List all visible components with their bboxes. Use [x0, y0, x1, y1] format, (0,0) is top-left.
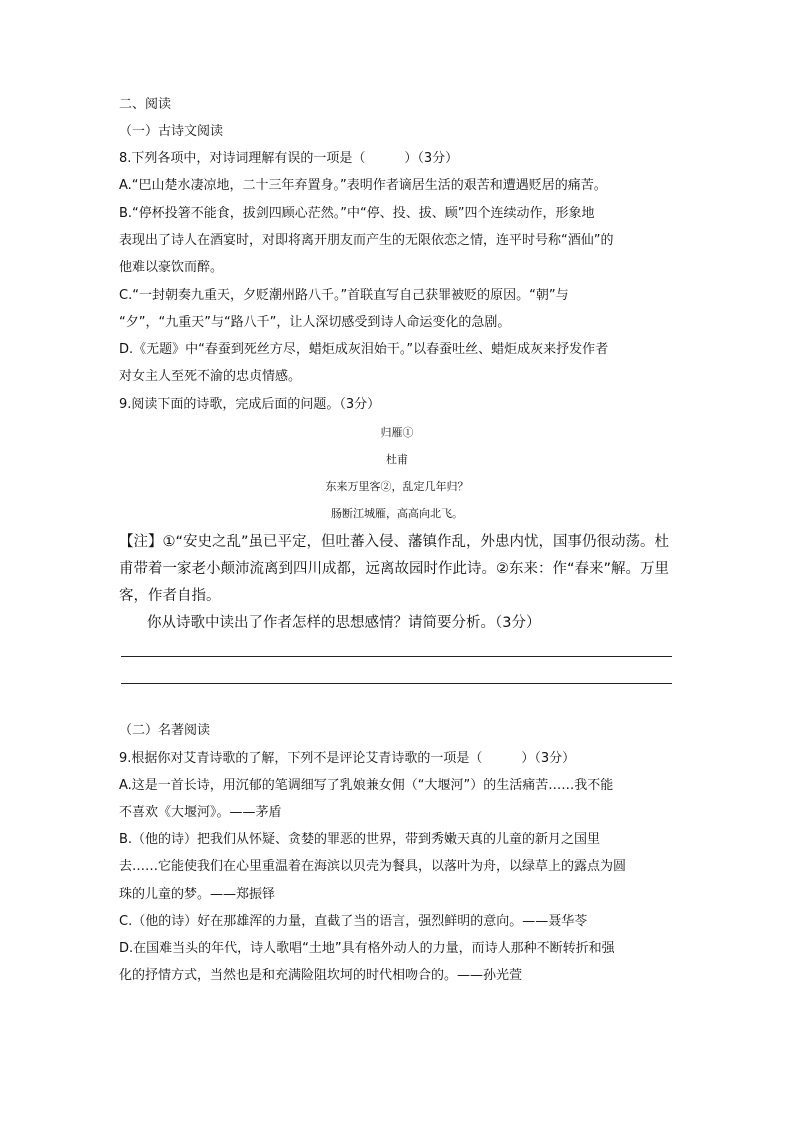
q8-option-d-line2: 对女主人至死不渝的忠贞情感。 [119, 369, 302, 384]
q9b-option-d-line2: 化的抒情方式，当然也是和充满险阻坎坷的时代相吻合的。——孙光萱 [119, 968, 523, 983]
answer-line-2[interactable] [121, 683, 672, 684]
q9b-option-d-line1: D.在国难当头的年代，诗人歌唱“土地”具有格外动人的力量，而诗人那种不断转折和强 [119, 941, 615, 956]
q8-option-b-line1: B.“停杯投箸不能食，拔剑四顾心茫然。”中“停、投、拔、顾”四个连续动作，形象地 [119, 206, 595, 221]
subsection-title-classics: （二）名著阅读 [119, 723, 211, 738]
q9b-option-b-line2: 去……它能使我们在心里重温着在海滨以贝壳为餐具，以落叶为舟，以绿草上的露点为圆 [119, 859, 627, 874]
q9b-option-b-line3: 珠的儿童的梦。——郑振铎 [119, 887, 276, 902]
poem-line-2: 肠断江城雁，高高向北飞。 [331, 507, 463, 520]
poem-line-1: 东来万里客②，乱定几年归？ [325, 480, 469, 493]
q8-option-d-line1: D.《无题》中“春蚕到死丝方尽，蜡炬成灰泪始干。”以春蚕吐丝、蜡炬成灰来抒发作者 [119, 342, 609, 357]
q8-option-c-line1: C.“一封朝奏九重天，夕贬潮州路八千。”首联直写自己获罪被贬的原因。“朝”与 [119, 288, 569, 303]
q9b-option-a-line2: 不喜欢《大堰河》。——茅盾 [119, 805, 282, 820]
poem-note-line3: 客，作者自指。 [119, 588, 221, 604]
poem-author: 杜甫 [386, 453, 408, 466]
q8-option-b-line3: 他难以豪饮而醉。 [119, 260, 224, 275]
q8-option-a: A.“巴山楚水凄凉地，二十三年弃置身。”表明作者谪居生活的艰苦和遭遇贬居的痛苦。 [119, 178, 607, 193]
q9b-option-b-line1: B.（他的诗）把我们从怀疑、贪婪的罪恶的世界，带到秀嫩天真的儿童的新月之国里 [119, 832, 601, 847]
answer-line-1[interactable] [121, 656, 672, 657]
q9-question: 你从诗歌中读出了作者怎样的思想感情？请简要分析。（3分） [147, 615, 541, 631]
subsection-title-classical: （一）古诗文阅读 [119, 124, 224, 139]
q9b-stem: 9.根据你对艾青诗歌的了解，下列不是评论艾青诗歌的一项是（ ）（3分） [119, 751, 576, 766]
q9b-option-a-line1: A.这是一首长诗，用沉郁的笔调细写了乳娘兼女佣（“大堰河”）的生活痛苦……我不能 [119, 778, 614, 793]
q8-option-b-line2: 表现出了诗人在酒宴时，对即将离开朋友而产生的无限依恋之情，连平时号称“酒仙”的 [119, 233, 614, 248]
poem-note-line2: 甫带着一家老小颠沛流离到四川成都，远离故园时作此诗。②东来：作“春来”解。万里 [119, 561, 670, 577]
q8-option-c-line2: “夕”，“九重天”与“路八千”，让人深切感受到诗人命运变化的急剧。 [119, 315, 511, 330]
q9b-option-c: C.（他的诗）好在那雄浑的力量，直截了当的语言，强烈鲜明的意向。——聂华苓 [119, 914, 588, 929]
poem-title: 归雁① [380, 426, 414, 439]
section-title: 二、阅读 [119, 97, 172, 112]
q8-stem: 8.下列各项中，对诗词理解有误的一项是（ ）（3分） [119, 151, 459, 166]
poem-note-line1: 【注】①“安史之乱”虽已平定，但吐蕃入侵、藩镇作乱，外患内忧，国事仍很动荡。杜 [119, 534, 670, 550]
q9-stem: 9.阅读下面的诗歌，完成后面的问题。（3分） [119, 397, 381, 412]
